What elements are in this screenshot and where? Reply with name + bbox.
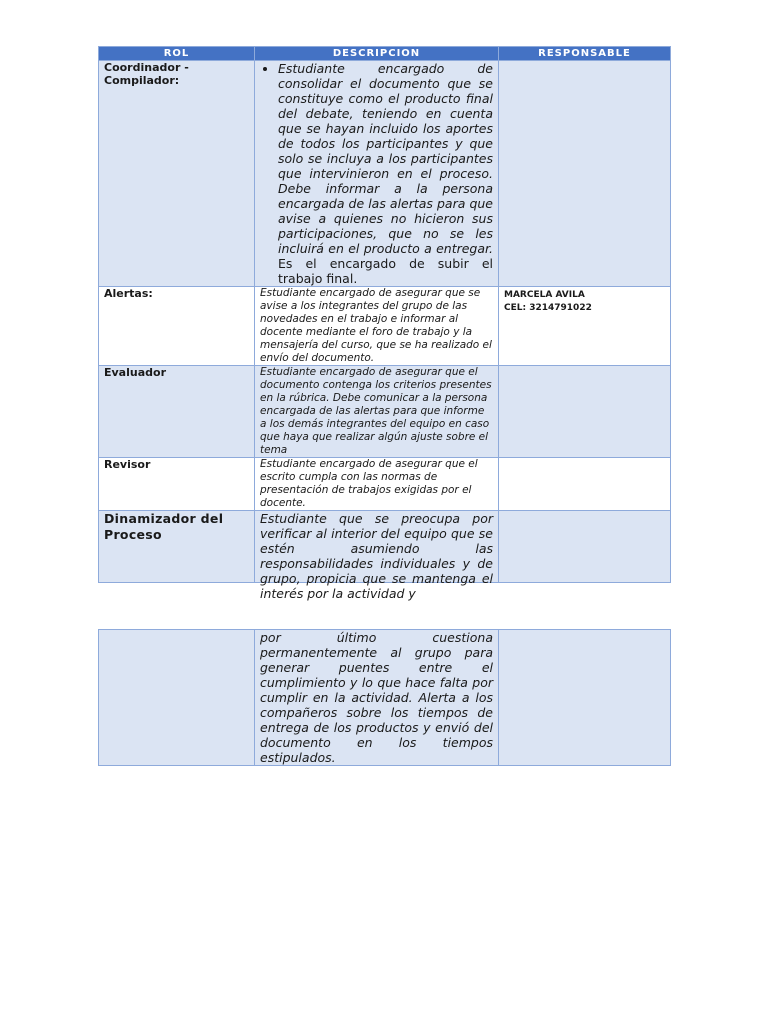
responsable-cell (499, 61, 671, 287)
description-cell: Estudiante encargado de asegurar que el documento contenga los criterios presentes en la rúbrica. Debe comunicar a la persona encargada de las alertas para que informe a los demás integrantes del equipo en caso que haya que realizar algún ajuste sobre el tema (255, 366, 499, 458)
rol-cell: Coordinador - Compilador: (99, 61, 255, 287)
header-rol: ROL (99, 47, 255, 61)
rol-cell: Evaluador (99, 366, 255, 458)
header-descripcion: DESCRIPCION (255, 47, 499, 61)
responsable-cell (499, 630, 671, 766)
roles-table-continued (98, 629, 671, 766)
description-bullet (278, 61, 493, 286)
responsable-name: MARCELA AVILA (504, 290, 585, 300)
responsable-cell (499, 511, 671, 583)
description-cell (255, 61, 499, 287)
description-text: Estudiante que se preocupa por verificar al interior del equipo que se estén asumiendo las responsabilidades individuales y de grupo, propicia que se mantenga el interés por la actividad y (260, 511, 493, 601)
table-row-dinamizador (99, 511, 671, 583)
description-cell: Estudiante encargado de asegurar que se avise a los integrantes del grupo de las novedades en el trabajo e informar al docente mediante el foro de trabajo y la mensajería del curso, que se ha realizado el envío del documento. (255, 287, 499, 366)
roles-table (98, 46, 671, 601)
table-row-coordinador (99, 61, 671, 287)
responsable-phone: CEL: 3214791022 (504, 303, 592, 313)
responsable-cell (499, 287, 671, 366)
description-cell: Estudiante encargado de asegurar que el escrito cumpla con las normas de presentación de trabajos exigidas por el docente. (255, 458, 499, 511)
table-row-revisor (99, 458, 671, 511)
responsable-cell (499, 458, 671, 511)
rol-cell: Dinamizador del Proceso (99, 511, 255, 583)
description-cell: por último cuestiona permanentemente al grupo para generar puentes entre el cumplimiento y lo que hace falta por cumplir en la actividad. Alerta a los compañeros sobre los tiempos de entrega de los productos y envió del documento en los tiempos estipulados. (255, 630, 499, 766)
table-row-evaluador (99, 366, 671, 458)
header-responsable: RESPONSABLE (499, 47, 671, 61)
rol-cell (99, 630, 255, 766)
description-cell (255, 511, 499, 601)
rol-cell: Alertas: (99, 287, 255, 366)
table-row-alertas (99, 287, 671, 366)
table-header-row (99, 47, 671, 61)
table-row-dinamizador-continued (99, 630, 671, 766)
rol-cell: Revisor (99, 458, 255, 511)
description-text-normal: Es el encargado de subir el trabajo final. (278, 256, 493, 286)
responsable-cell (499, 366, 671, 458)
description-text: Estudiante encargado de consolidar el documento que se constituye como el producto final del debate, teniendo en cuenta que se hayan incluido los aportes de todos los participantes y que solo se incluya a los participantes que intervinieron en el proceso. Debe informar a la persona encargada de las alertas para que avise a quienes no hicieron sus participaciones, que no se les incluirá en el producto a entregar. (278, 61, 493, 256)
